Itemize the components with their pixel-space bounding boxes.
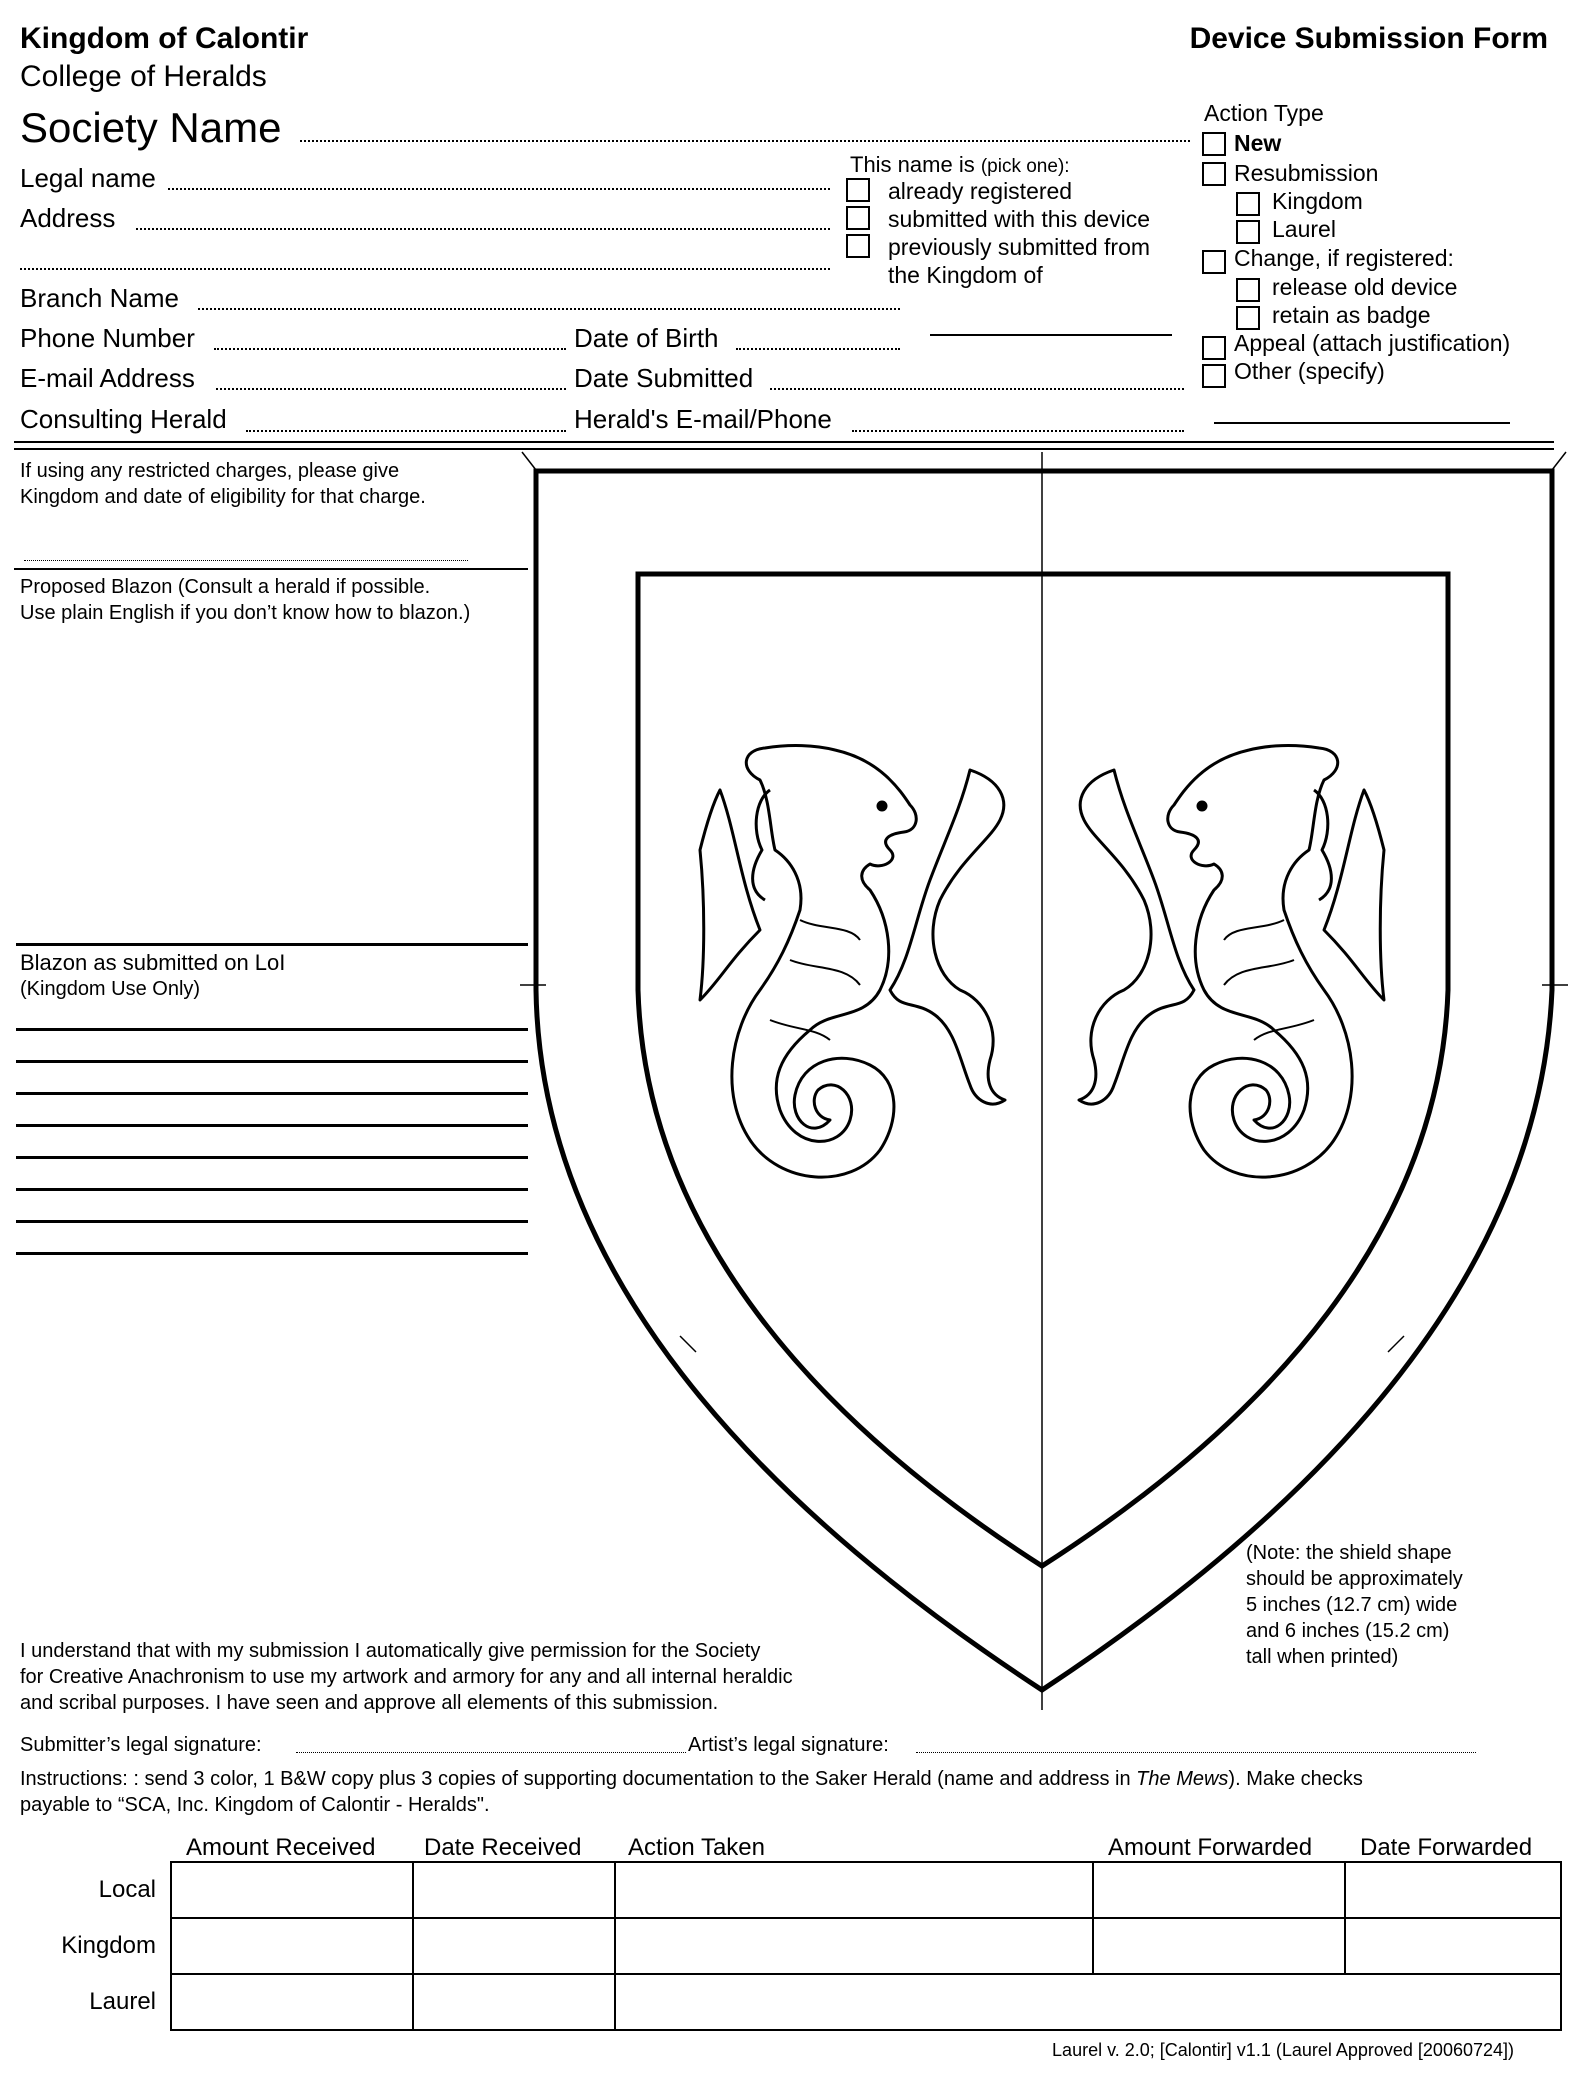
form-title: Device Submission Form (1189, 22, 1548, 55)
email-label: E-mail Address (20, 363, 195, 393)
action-appeal-label: Appeal (attach justification) (1234, 330, 1511, 356)
permission-text-3: and scribal purposes. I have seen and approve all elements of this submission. (20, 1692, 719, 1714)
already-registered-label: already registered (888, 178, 1073, 204)
table-cell[interactable] (615, 1862, 1093, 1918)
consulting-herald-label: Consulting Herald (20, 404, 227, 434)
version-footer: Laurel v. 2.0; [Calontir] v1.1 (Laurel Approved [20060724]) (1052, 2040, 1514, 2060)
row-label-laurel: Laurel (89, 1988, 156, 2015)
table-cell[interactable] (1345, 1918, 1561, 1974)
shield-note-4: and 6 inches (15.2 cm) (1246, 1620, 1450, 1642)
table-cell[interactable] (615, 1974, 1561, 2030)
col-header-action-taken: Action Taken (628, 1834, 765, 1861)
permission-text-2: for Creative Anachronism to use my artwork and armory for any and all internal heraldic (20, 1666, 793, 1688)
artist-signature-field[interactable] (916, 1752, 1476, 1753)
submitted-with-device-label: submitted with this device (888, 206, 1151, 232)
shield-note-3: 5 inches (12.7 cm) wide (1246, 1594, 1458, 1616)
kingdom-of-label: the Kingdom of (888, 262, 1043, 288)
seahorse-right-icon (1079, 746, 1384, 1178)
instructions-text-2: payable to “SCA, Inc. Kingdom of Calontir - Heralds". (20, 1794, 490, 1816)
phone-label: Phone Number (20, 323, 195, 353)
shield-note-1: (Note: the shield shape (1246, 1542, 1452, 1564)
previously-submitted-label: previously submitted from (888, 234, 1151, 260)
table-cell[interactable] (413, 1974, 615, 2030)
retain-badge-label: retain as badge (1272, 302, 1431, 328)
table-cell[interactable] (413, 1862, 615, 1918)
shield-tick (1388, 1336, 1404, 1352)
processing-log-table (170, 1861, 1562, 2031)
row-label-local: Local (98, 1876, 156, 1903)
legal-name-label: Legal name (20, 163, 156, 193)
release-old-label: release old device (1272, 274, 1458, 300)
table-cell[interactable] (171, 1974, 413, 2030)
restricted-text-1: If using any restricted charges, please give (20, 460, 400, 482)
table-cell[interactable] (1345, 1862, 1561, 1918)
action-type-heading: Action Type (1204, 100, 1324, 126)
date-submitted-label: Date Submitted (574, 363, 754, 393)
col-header-amount-received: Amount Received (186, 1834, 376, 1861)
lol-note: (Kingdom Use Only) (20, 978, 201, 1000)
shield-note-5: tall when printed) (1246, 1646, 1399, 1668)
table-cell[interactable] (413, 1918, 615, 1974)
col-header-date-received: Date Received (424, 1834, 582, 1861)
table-cell[interactable] (171, 1918, 413, 1974)
seahorse-left-icon (700, 746, 1005, 1178)
permission-text-1: I understand that with my submission I automatically give permission for the Society (20, 1640, 761, 1662)
table-cell[interactable] (615, 1918, 1093, 1974)
proposed-blazon-text-1: Proposed Blazon (Consult a herald if possible. (20, 576, 431, 598)
action-new-label: New (1234, 130, 1282, 156)
table-row (171, 1862, 1561, 1918)
shield-outer-outline (536, 471, 1552, 1690)
action-resubmission-label: Resubmission (1234, 160, 1379, 186)
table-row (171, 1974, 1561, 2030)
action-other-label: Other (specify) (1234, 358, 1385, 384)
shield-tick (1552, 452, 1566, 470)
lol-title: Blazon as submitted on LoI (20, 950, 286, 975)
herald-contact-label: Herald's E-mail/Phone (574, 404, 832, 434)
artist-signature-label: Artist’s legal signature: (688, 1734, 889, 1756)
table-row (171, 1918, 1561, 1974)
name-status-heading: This name is (pick one): (850, 152, 1070, 177)
shield-note-2: should be approximately (1246, 1568, 1463, 1590)
table-cell[interactable] (1093, 1918, 1345, 1974)
shield-tick (522, 452, 536, 470)
resub-laurel-label: Laurel (1272, 216, 1336, 242)
table-cell[interactable] (1093, 1862, 1345, 1918)
action-change-label: Change, if registered: (1234, 245, 1454, 271)
row-label-kingdom: Kingdom (61, 1932, 156, 1959)
kingdom-title: Kingdom of Calontir (20, 22, 309, 55)
restricted-text-2: Kingdom and date of eligibility for that charge. (20, 486, 426, 508)
address-label: Address (20, 203, 116, 233)
submitter-signature-label: Submitter’s legal signature: (20, 1734, 262, 1756)
col-header-date-forwarded: Date Forwarded (1360, 1834, 1533, 1861)
shield-tick (680, 1336, 696, 1352)
branch-name-label: Branch Name (20, 283, 179, 313)
proposed-blazon-text-2: Use plain English if you don’t know how to blazon.) (20, 602, 471, 624)
resub-kingdom-label: Kingdom (1272, 188, 1363, 214)
col-header-amount-forwarded: Amount Forwarded (1108, 1834, 1313, 1861)
dob-label: Date of Birth (574, 323, 719, 353)
instructions-text-1: Instructions: : send 3 color, 1 B&W copy plus 3 copies of supporting documentation to the Saker Herald (name and address in The Mews). Make checks (20, 1768, 1363, 1790)
college-subtitle: College of Heralds (20, 60, 267, 93)
submitter-signature-field[interactable] (296, 1752, 686, 1753)
table-cell[interactable] (171, 1862, 413, 1918)
society-name-label: Society Name (20, 104, 282, 151)
